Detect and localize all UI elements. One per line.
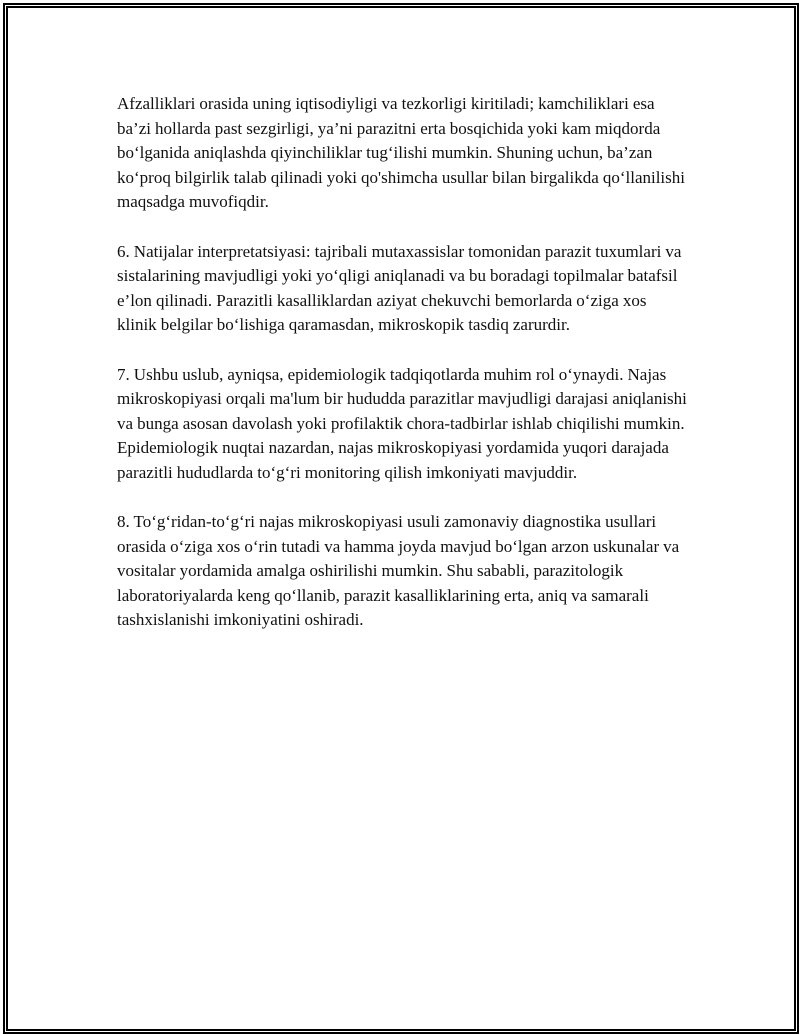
document-body bbox=[117, 92, 687, 658]
paragraph-epidemiology: 7. Ushbu uslub, ayniqsa, epidemiologik tadqiqotlarda muhim rol o‘ynaydi. Najas mikroskopiyasi orqali ma'lum bir hududda parazitlar mavjudligi darajasi aniqlanishi va bunga asosan davolash yoki profilaktik chora-tadbirlar ishlab chiqilishi mumkin. Epidemiologik nuqtai nazardan, najas mikroskopiyasi yordamida yuqori darajada parazitli hududlarda to‘g‘ri monitoring qilish imkoniyati mavjuddir. bbox=[117, 364, 687, 482]
paragraph-results-interpretation: 6. Natijalar interpretatsiyasi: tajribali mutaxassislar tomonidan parazit tuxumlari va sistalarining mavjudligi yoki yo‘qligi aniqlanadi va bu boradagi topilmalar batafsil e’lon qilinadi. Parazitli kasalliklardan aziyat chekuvchi bemorlarda o‘ziga xos klinik belgilar bo‘lishiga qaramasdan, mikroskopik tasdiq zarurdir. bbox=[117, 241, 682, 335]
paragraph-direct-microscopy: 8. To‘g‘ridan-to‘g‘ri najas mikroskopiyasi usuli zamonaviy diagnostika usullari orasida o‘ziga xos o‘rin tutadi va hamma joyda mavjud bo‘lgan arzon uskunalar va vositalar yordamida amalga oshirilishi mumkin. Shu sababli, parazitologik laboratoriyalarda keng qo‘llanib, parazit kasalliklarining erta, aniq va samarali tashxislanishi imkoniyatini oshiradi. bbox=[117, 512, 680, 630]
paragraph-advantages: Afzalliklari orasida uning iqtisodiyligi va tezkorligi kiritiladi; kamchiliklari esa ba’zi hollarda past sezgirligi, ya’ni parazitni erta bosqichida yoki kam miqdorda bo‘lganida aniqlashda qiyinchiliklar tug‘ilishi mumkin. Shuning uchun, ba’zan ko‘proq bilgirlik talab qilinadi yoki qo'shimcha usullar bilan birgalikda qo‘llanilishi maqsadga muvofiqdir. bbox=[117, 94, 685, 212]
